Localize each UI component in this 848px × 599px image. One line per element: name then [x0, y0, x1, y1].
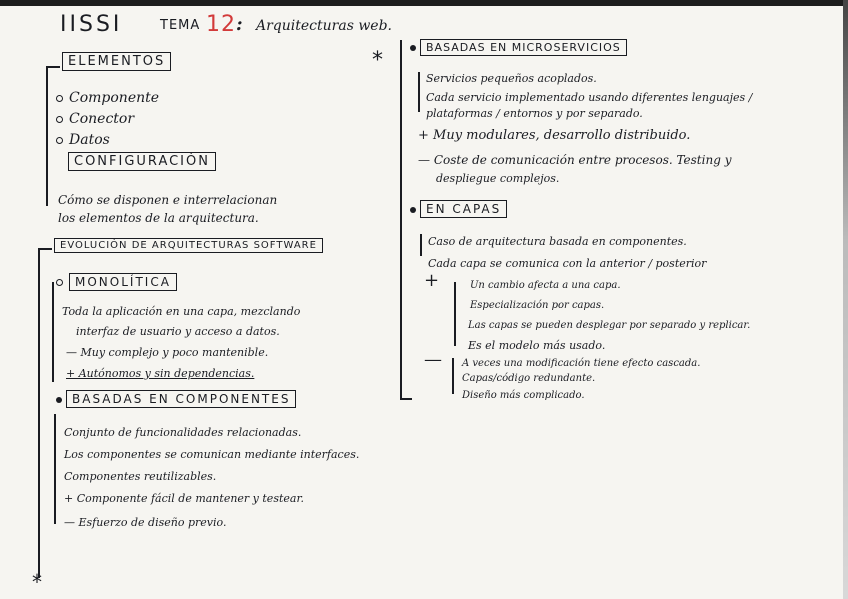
componentes-line: Componentes reutilizables. [64, 470, 217, 483]
capas-minus-line: A veces una modificación tiene efecto cascada. [462, 358, 701, 369]
plus-bracket [454, 282, 456, 346]
configuracion-line: Cómo se disponen e interrelacionan [58, 193, 278, 207]
microservicios-line: Servicios pequeños acoplados. [426, 72, 597, 85]
componentes-heading-wrap [56, 392, 296, 406]
capas-minus-line: Diseño más complicado. [462, 390, 585, 401]
capas-minus-line: Capas/código redundante. [462, 373, 596, 384]
elemento-item: Datos [56, 132, 110, 148]
microservicios-line: — Coste de comunicación entre procesos. Testing y [418, 153, 732, 167]
monolitica-line: — Muy complejo y poco mantenible. [66, 346, 269, 359]
monolitica-line: Toda la aplicación en una capa, mezclando [62, 305, 301, 318]
microservicios-bracket [418, 72, 420, 112]
componentes-line: Conjunto de funcionalidades relacionadas. [64, 426, 302, 439]
course-title: IISSI [60, 12, 123, 37]
elementos-bracket-tick [46, 66, 60, 68]
page-top-edge [0, 0, 848, 6]
evolucion-bracket [38, 248, 40, 578]
tema-topic: Arquitecturas web. [256, 18, 393, 34]
microservicios-line: Cada servicio implementado usando diferentes lenguajes / [426, 91, 753, 104]
capas-line: Caso de arquitectura basada en componentes. [428, 235, 687, 248]
capas-line: Cada capa se comunica con la anterior / posterior [428, 257, 707, 270]
elemento-item: Componente [56, 90, 159, 106]
microservicios-line: despliegue complejos. [436, 172, 560, 185]
componentes-heading: BASADAS EN COMPONENTES [66, 390, 296, 408]
tema-number: 12 [206, 12, 236, 37]
right-column-bracket-tick [400, 398, 412, 400]
monolitica-heading-wrap [56, 275, 177, 289]
bullet-icon [410, 45, 416, 51]
componentes-line: + Componente fácil de mantener y testear. [64, 492, 304, 505]
asterisk-mark: * [372, 48, 383, 73]
configuracion-heading: CONFIGURACIÓN [68, 152, 216, 171]
elementos-heading: ELEMENTOS [62, 52, 171, 71]
bullet-icon [56, 279, 63, 286]
tema-label: TEMA [160, 18, 201, 33]
elemento-item: Conector [56, 111, 134, 127]
minus-bracket [452, 358, 454, 394]
bullet-icon [56, 95, 63, 102]
minus-sign: — [424, 349, 442, 370]
capas-plus-line: Es el modelo más usado. [468, 339, 606, 352]
evolucion-heading: EVOLUCIÓN DE ARQUITECTURAS SOFTWARE [54, 238, 323, 253]
bullet-icon [56, 116, 63, 123]
right-column-bracket [400, 40, 402, 400]
bullet-icon [56, 137, 63, 144]
asterisk-mark: * [32, 570, 42, 594]
microservicios-heading-wrap [410, 40, 627, 54]
componentes-line: Los componentes se comunican mediante interfaces. [64, 448, 360, 461]
tema-separator: : [236, 14, 243, 35]
microservicios-line: plataformas / entornos y por separado. [426, 107, 643, 120]
capas-plus-line: Las capas se pueden desplegar por separado y replicar. [468, 320, 751, 331]
microservicios-heading: BASADAS EN MICROSERVICIOS [420, 39, 627, 56]
capas-plus-line: Especialización por capas. [470, 300, 605, 311]
componentes-line: — Esfuerzo de diseño previo. [64, 516, 227, 529]
capas-bracket [420, 234, 422, 256]
componentes-bracket [54, 414, 56, 524]
bullet-icon [56, 397, 62, 403]
page-right-edge [843, 0, 848, 599]
monolitica-bracket [52, 282, 54, 382]
plus-sign: + [424, 270, 440, 291]
configuracion-line: los elementos de la arquitectura. [58, 211, 259, 225]
microservicios-line: + Muy modulares, desarrollo distribuido. [418, 128, 691, 143]
evolucion-bracket-tick [38, 248, 52, 250]
capas-heading-wrap [410, 202, 507, 216]
monolitica-heading: MONOLÍTICA [69, 273, 177, 291]
monolitica-line: + Autónomos y sin dependencias. [66, 367, 255, 380]
elementos-bracket [46, 66, 48, 206]
monolitica-line: interfaz de usuario y acceso a datos. [76, 325, 280, 338]
capas-heading: EN CAPAS [420, 200, 507, 218]
capas-plus-line: Un cambio afecta a una capa. [470, 280, 621, 291]
bullet-icon [410, 207, 416, 213]
